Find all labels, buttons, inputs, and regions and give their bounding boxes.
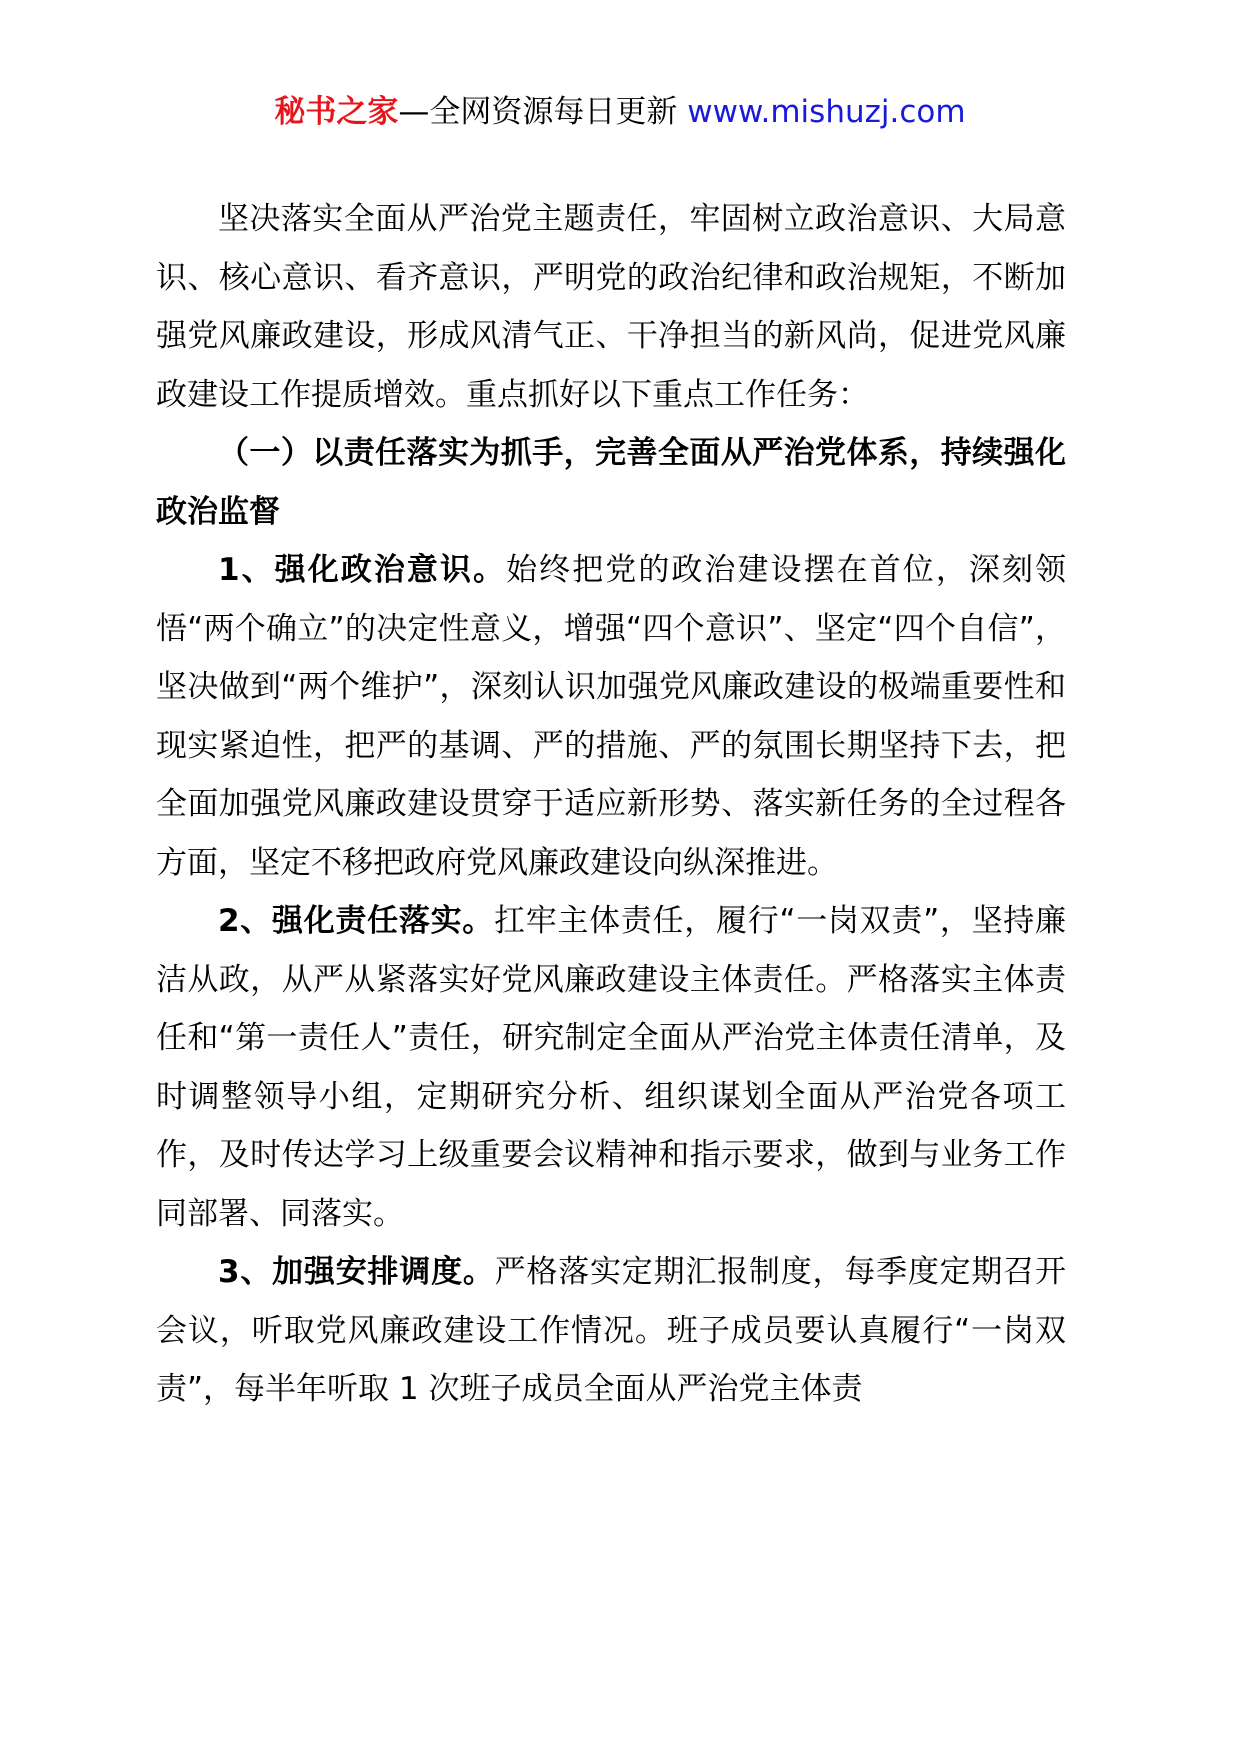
site-url-link[interactable]: www.mishuzj.com: [687, 94, 966, 130]
item-title-1: 1、强化政治意识。: [218, 552, 507, 588]
item-title-3: 3、加强安排调度。: [218, 1254, 495, 1290]
site-brand: 秘书之家: [274, 94, 399, 130]
item-paragraph-3: [156, 1243, 1066, 1419]
intro-paragraph: 坚决落实全面从严治党主题责任，牢固树立政治意识、大局意识、核心意识、看齐意识，严明党的政治纪律和政治规矩，不断加强党风廉政建设，形成风清气正、干净担当的新风尚，促进党风廉政建设工作提质增效。重点抓好以下重点工作任务：: [156, 201, 1066, 413]
item-text-3: 严格落实定期汇报制度，每季度定期召开会议，听取党风廉政建设工作情况。班子成员要认真履行“一岗双责”，每半年听取 1 次班子成员全面从严治党主体责: [156, 1254, 1066, 1407]
section-heading: （一）以责任落实为抓手，完善全面从严治党体系，持续强化政治监督: [156, 435, 1066, 530]
item-paragraph-1: [156, 541, 1066, 892]
item-text-2: 扛牢主体责任，履行“一岗双责”，坚持廉洁从政，从严从紧落实好党风廉政建设主体责任。严格落实主体责任和“第一责任人”责任，研究制定全面从严治党主体责任清单，及时调整领导小组，定期研究分析、组织谋划全面从严治党各项工作，及时传达学习上级重要会议精神和指示要求，做到与业务工作同部署、同落实。: [156, 903, 1066, 1232]
item-text-1: 始终把党的政治建设摆在首位，深刻领悟“两个确立”的决定性意义，增强“四个意识”、坚定“四个自信”，坚决做到“两个维护”，深刻认识加强党风廉政建设的极端重要性和现实紧迫性，把严的基调、严的措施、严的氛围长期坚持下去，把全面加强党风廉政建设贯穿于适应新形势、落实新任务的全过程各方面，坚定不移把政府党风廉政建设向纵深推进。: [156, 552, 1067, 881]
item-paragraph-2: [156, 892, 1066, 1243]
document-body: [156, 190, 1066, 1419]
site-slogan: —全网资源每日更新: [398, 94, 678, 130]
page-header: [0, 92, 1240, 132]
item-title-2: 2、强化责任落实。: [218, 903, 495, 939]
